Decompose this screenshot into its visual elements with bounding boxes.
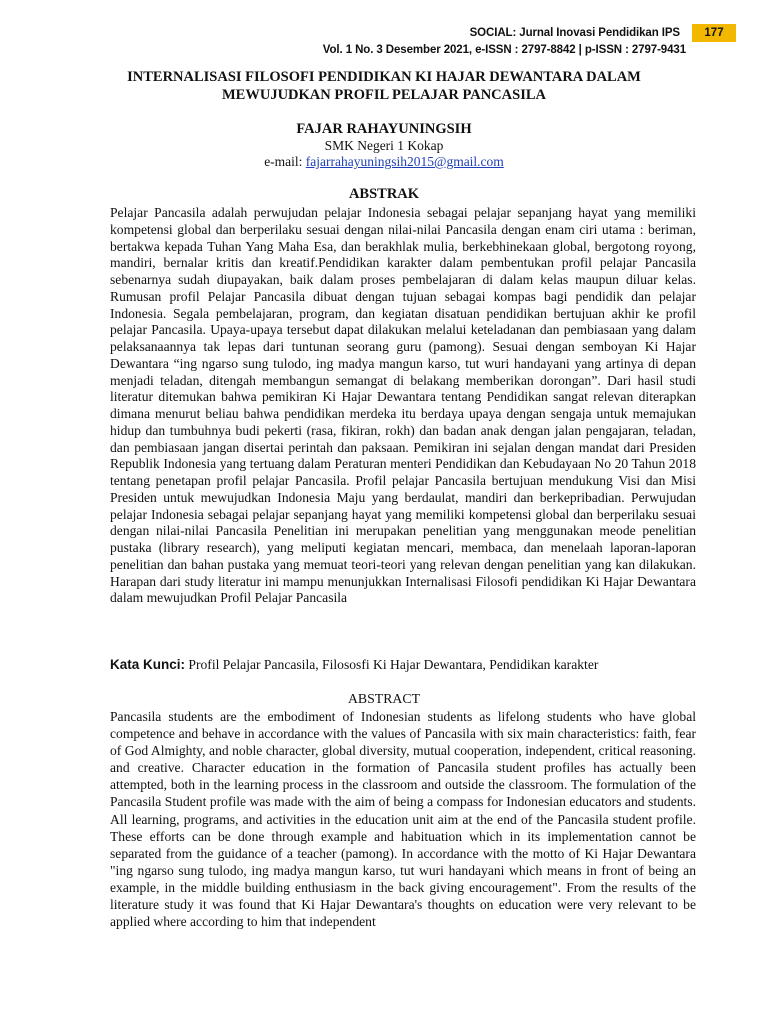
title-line-2: MEWUJUDKAN PROFIL PELAJAR PANCASILA bbox=[222, 87, 546, 103]
abstrak-paragraph: Pelajar Pancasila adalah perwujudan pelajar Indonesia sebagai pelajar sepanjang hayat yang memiliki kompetensi global dan berperilaku sesuai dengan nilai-nilai Pancasila dengan enam ciri utama : beriman, bertakwa kepada Tuhan Yang Maha Esa, dan berakhlak mulia, berkebhinekaan global, bergotong royong, mandiri, bernalar kritis dan kreatif.Pendidikan karakter dalam pembentukan profil pelajar Pancasila sebenarnya sudah diupayakan, baik dalam proses pembelajaran di dalam kelas maupun diluar kelas. Rumusan profil Pelajar Pancasila dibuat dengan tujuan sebagai kompas bagi pendidik dan pelajar Indonesia. Segala pembelajaran, program, dan kegiatan disatuan pendidikan bertujuan akhir ke profil pelajar Pancasila. Upaya-upaya tersebut dapat dilakukan melalui keteladanan dan pembiasaan yang dalam pelaksanaannya tak lepas dari tuntunan seorang guru (pamong). Sesuai dengan semboyan Ki Hajar Dewantara “ing ngarso sung tulodo, ing madya mangun karso, tut wuri handayani yang artinya di depan menjadi teladan, ditengah membangun semangat di belakang memberikan dorongan”. Dari hasil studi literatur ditemukan bahwa pemikiran Ki Hajar Dewantara tentang Pendidikan sangat relevan diterapkan dimana menurut beliau bahwa pendidikan merdeka itu berdaya upaya dengan sengaja untuk memajukan hidup dan tumbuhnya budi pekerti (rasa, fikiran, rokh) dan badan anak dengan jalan pengajaran, teladan, dan pembiasaan jangan disertai perintah dan paksaan. Pemikiran ini sejalan dengan mandat dari Presiden Republik Indonesia yang tertuang dalam Peraturan menteri Pendidikan dan Kebudayaan No 20 Tahun 2018 tentang penetapan profil pelajar Pancasila. Profil pelajar Pancasila bertujuan mendukung Visi dan Misi Presiden untuk mewujudkan Indonesia Maju yang berdaulat, mandiri dan berkepribadian. Perwujudan pelajar Indonesia sebagai pelajar sepanjang hayat yang memiliki kompetensi global dan berperilaku sesuai dengan nilai-nilai Pancasila Penelitian ini merupakan penelitian yang menggunakan meode penelitian pustaka (library research), yang meliputi kegiatan mencari, membaca, dan menelaah laporan-laporan penelitian dan bahan pustaka yang memuat teori-teori yang relevan dengan penelitian yang kan dilakukan. Harapan dari study literatur ini mampu menunjukkan Internalisasi Filosofi pendidikan Ki Hajar Dewantara dalam mewujudkan Profil Pelajar Pancasila bbox=[110, 205, 696, 606]
keywords-label: Kata Kunci: bbox=[110, 657, 186, 672]
article-title bbox=[80, 68, 688, 104]
keywords-line bbox=[110, 656, 696, 673]
abstract-paragraph: Pancasila students are the embodiment of Indonesian students as lifelong students who have global competence and behave in accordance with the values of Pancasila with six main characteristics: faith, fear of God Almighty, and noble character, global diversity, mutual cooperation, independent, critical reasoning. and creative. Character education in the formation of Pancasila student profiles has actually been attempted, both in the learning process in the classroom and outside the classroom. The formulation of the Pancasila Student profile was made with the aim of being a compass for Indonesian educators and students. All learning, programs, and activities in the education unit aim at the end of the Pancasila student profile. These efforts can be done through example and habituation which in its implementation cannot be separated from the guidance of a teacher (pamong). In accordance with the motto of Ki Hajar Dewantara "ing ngarso sung tulodo, ing madya mangun karso, tut wuri handayani which means in front of being an example, in the middle building enthusiasm in the back giving encouragement". From the results of the literature study it was found that Ki Hajar Dewantara's thoughts on education were very relevant to be applied where according to him that independent bbox=[110, 709, 696, 930]
author-affiliation: SMK Negeri 1 Kokap bbox=[324, 138, 444, 153]
journal-name: SOCIAL: Jurnal Inovasi Pendidikan IPS bbox=[469, 27, 680, 39]
author-email-line bbox=[80, 153, 688, 170]
issue-info: Vol. 1 No. 3 Desember 2021, e-ISSN : 2797-8842 | p-ISSN : 2797-9431 bbox=[322, 44, 686, 56]
abstrak-heading: ABSTRAK bbox=[348, 186, 420, 202]
email-label: e-mail: bbox=[264, 154, 303, 169]
keywords-text: Profil Pelajar Pancasila, Filososfi Ki Hajar Dewantara, Pendidikan karakter bbox=[188, 657, 599, 672]
title-line-1: INTERNALISASI FILOSOFI PENDIDIKAN KI HAJAR DEWANTARA DALAM bbox=[127, 69, 641, 85]
author-name: FAJAR RAHAYUNINGSIH bbox=[296, 121, 472, 137]
page-number-badge: 177 bbox=[692, 24, 736, 42]
email-link[interactable]: fajarrahayuningsih2015@gmail.com bbox=[305, 154, 504, 169]
abstract-heading: ABSTRACT bbox=[347, 691, 421, 706]
